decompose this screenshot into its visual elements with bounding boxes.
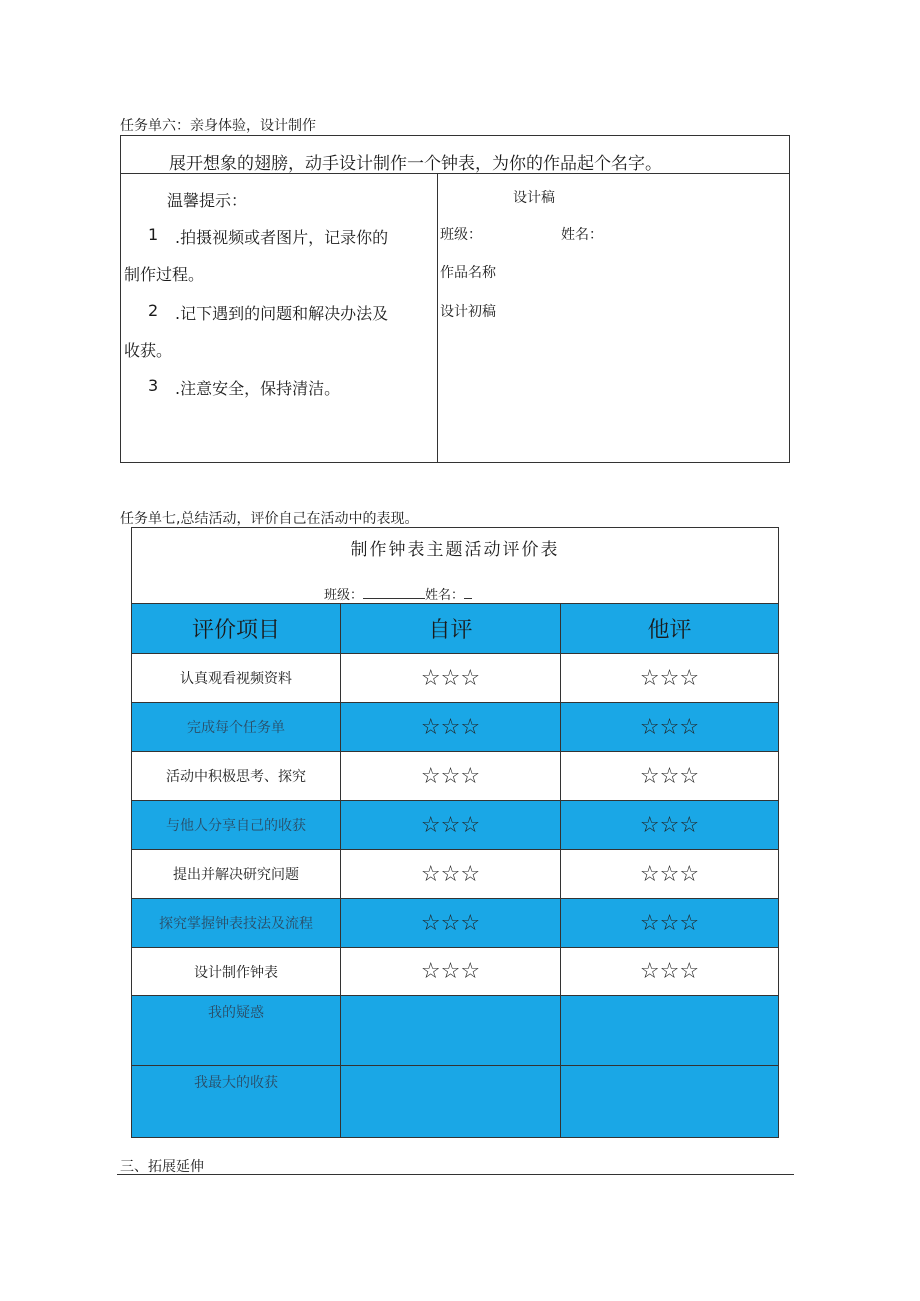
tip1-text-cont: 制作过程。	[124, 265, 205, 284]
peer-rating-stars[interactable]: ☆☆☆	[561, 948, 778, 996]
class-name-line	[324, 584, 472, 603]
row-item: 完成每个任务单	[132, 703, 341, 752]
peer-rating-stars[interactable]: ☆☆☆	[561, 899, 778, 948]
row-item: 活动中积极思考、探究	[132, 752, 341, 801]
doubt-row	[132, 996, 778, 1066]
evaluation-table-title: 制作钟表主题活动评价表	[350, 540, 560, 560]
doubt-label: 我的疑惑	[132, 996, 341, 1066]
column-header-row	[132, 604, 778, 654]
self-rating-stars[interactable]: ☆☆☆	[341, 850, 561, 899]
task6-title: 任务单六：亲身体验，设计制作	[120, 118, 316, 134]
tips-title: 温馨提示：	[167, 191, 248, 210]
class-label: 班级：	[324, 588, 364, 603]
tip1-number: 1	[148, 225, 159, 244]
peer-rating-stars[interactable]: ☆☆☆	[561, 850, 778, 899]
tip2-text: .记下遇到的问题和解决办法及	[175, 304, 389, 323]
row-item: 与他人分享自己的收获	[132, 801, 341, 850]
tips-cell	[121, 174, 438, 462]
section3-title: 三、拓展延伸	[120, 1159, 204, 1175]
name-label: 姓名：	[425, 588, 465, 603]
gain-label: 我最大的收获	[132, 1066, 341, 1137]
table-row	[132, 850, 778, 899]
class-blank	[363, 588, 425, 599]
self-gain-input[interactable]	[341, 1066, 561, 1137]
name-blank	[464, 588, 472, 599]
header-self: 自评	[341, 604, 561, 654]
evaluation-table	[131, 527, 779, 1138]
table-row	[132, 703, 778, 752]
self-rating-stars[interactable]: ☆☆☆	[341, 654, 561, 703]
peer-doubt-input[interactable]	[561, 996, 778, 1066]
section-divider	[117, 1174, 794, 1175]
task6-intro: 展开想象的翅膀，动手设计制作一个钟表，为你的作品起个名字。	[169, 154, 662, 174]
name-label: 姓名：	[561, 227, 603, 243]
gain-row	[132, 1066, 778, 1137]
table-row	[132, 752, 778, 801]
header-item: 评价项目	[132, 604, 341, 654]
design-draft-title: 设计稿	[513, 190, 555, 206]
row-item: 提出并解决研究问题	[132, 850, 341, 899]
table-row	[132, 654, 778, 703]
row-item: 设计制作钟表	[132, 948, 341, 996]
first-draft-label: 设计初稿	[440, 304, 496, 320]
header-peer: 他评	[561, 604, 778, 654]
self-rating-stars[interactable]: ☆☆☆	[341, 703, 561, 752]
table-row	[132, 801, 778, 850]
class-label: 班级：	[440, 227, 482, 243]
tip1-text: .拍摄视频或者图片，记录你的	[175, 228, 389, 247]
task7-title: 任务单七,总结活动，评价自己在活动中的表现。	[120, 511, 419, 527]
peer-rating-stars[interactable]: ☆☆☆	[561, 752, 778, 801]
task6-table	[120, 135, 790, 463]
row-item: 探究掌握钟表技法及流程	[132, 899, 341, 948]
table-row	[132, 948, 778, 996]
peer-rating-stars[interactable]: ☆☆☆	[561, 654, 778, 703]
peer-rating-stars[interactable]: ☆☆☆	[561, 801, 778, 850]
tip2-text-cont: 收获。	[124, 341, 173, 360]
tip3-text: .注意安全，保持清洁。	[175, 379, 341, 398]
tip3-number: 3	[148, 376, 159, 395]
self-rating-stars[interactable]: ☆☆☆	[341, 948, 561, 996]
work-name-label: 作品名称	[440, 265, 496, 281]
self-rating-stars[interactable]: ☆☆☆	[341, 899, 561, 948]
self-rating-stars[interactable]: ☆☆☆	[341, 752, 561, 801]
self-rating-stars[interactable]: ☆☆☆	[341, 801, 561, 850]
task6-intro-row	[121, 136, 789, 174]
evaluation-table-header	[132, 528, 778, 604]
peer-rating-stars[interactable]: ☆☆☆	[561, 703, 778, 752]
peer-gain-input[interactable]	[561, 1066, 778, 1137]
table-row	[132, 899, 778, 948]
row-item: 认真观看视频资料	[132, 654, 341, 703]
tip2-number: 2	[148, 301, 159, 320]
design-draft-cell	[438, 174, 789, 462]
self-doubt-input[interactable]	[341, 996, 561, 1066]
